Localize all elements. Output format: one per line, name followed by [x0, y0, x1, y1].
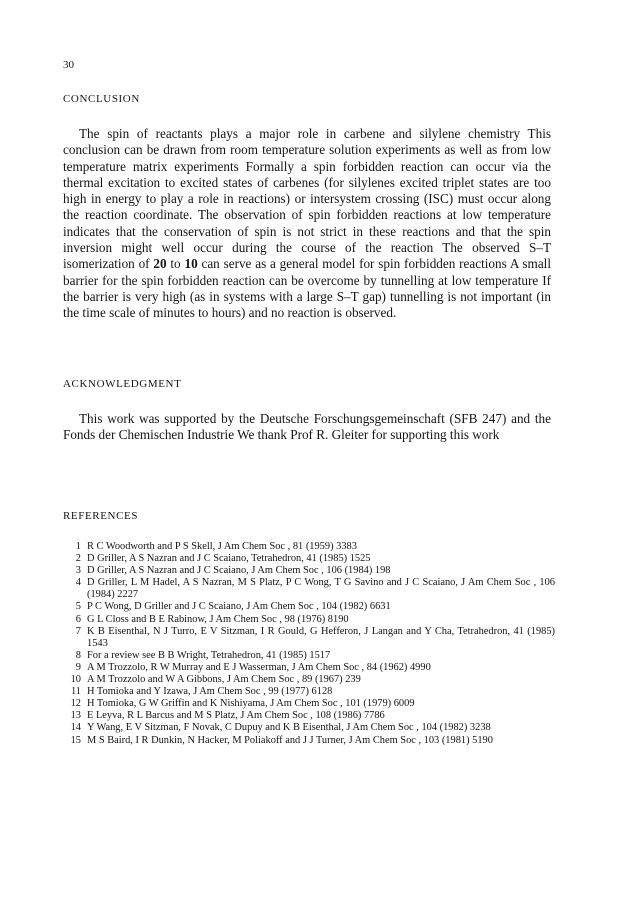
- reference-item: [63, 614, 555, 626]
- compound-20: 20: [153, 256, 167, 272]
- reference-item: [63, 553, 555, 565]
- reference-number: 3: [75, 565, 81, 577]
- reference-number: 12: [70, 698, 81, 710]
- conclusion-text-1: The spin of reactants plays a major role in carbene and silylene chemistry This conclusion can be drawn from room temperature solution experiments as well as from low temperature matrix experiments Formally a spin forbidden reaction can occur via the thermal excitation to excited states of carbenes (for silylenes excited triplet states are too high in energy to play a role in reactions) or intersystem crossing (ISC) must occur along the reaction coordinate. The observation of spin forbidden reactions at low temperature indicates that the conservation of spin is not strict in these reactions and that the spin inversion might well occur during the course of the reaction The observed S–T isomerization of: [63, 126, 551, 272]
- references-list: [63, 541, 555, 747]
- acknowledgment-heading: ACKNOWLEDGMENT: [63, 378, 182, 390]
- reference-number: 5: [75, 601, 81, 613]
- reference-text: G L Closs and B E Rabinow, J Am Chem Soc , 98 (1976) 8190: [87, 613, 349, 625]
- reference-text: For a review see B B Wright, Tetrahedron, 41 (1985) 1517: [87, 649, 331, 661]
- reference-item: [63, 686, 555, 698]
- reference-item: [63, 601, 555, 613]
- reference-number: 10: [70, 674, 81, 686]
- reference-number: 4: [75, 577, 81, 589]
- conclusion-text-2: to: [170, 256, 181, 272]
- reference-item: [63, 565, 555, 577]
- acknowledgment-body: [63, 411, 551, 444]
- reference-item: [63, 674, 555, 686]
- conclusion-heading: CONCLUSION: [63, 93, 140, 105]
- reference-item: [63, 577, 555, 601]
- reference-item: [63, 626, 555, 650]
- reference-text: E Leyva, R L Barcus and M S Platz, J Am Chem Soc , 108 (1986) 7786: [87, 710, 385, 722]
- reference-text: D Griller, A S Nazran and J C Scaiano, J Am Chem Soc , 106 (1984) 198: [87, 565, 391, 577]
- reference-number: 1: [75, 541, 81, 552]
- reference-text: D Griller, L M Hadel, A S Nazran, M S Platz, P C Wong, T G Savino and J C Scaiano, J Am Chem Soc , 106 (1984) 2227: [87, 577, 555, 601]
- reference-text: Y Wang, E V Sitzman, F Novak, C Dupuy and K B Eisenthal, J Am Chem Soc , 104 (1982) 3238: [87, 722, 491, 734]
- reference-item: [63, 541, 555, 553]
- reference-number: 13: [70, 710, 81, 722]
- reference-text: H Tomioka and Y Izawa, J Am Chem Soc , 99 (1977) 6128: [87, 686, 333, 698]
- reference-number: 9: [75, 661, 81, 673]
- reference-number: 2: [75, 553, 81, 565]
- reference-item: [63, 650, 555, 662]
- reference-text: R C Woodworth and P S Skell, J Am Chem Soc , 81 (1959) 3383: [87, 541, 357, 552]
- conclusion-paragraph: [63, 126, 551, 322]
- reference-item: [63, 662, 555, 674]
- reference-number: 14: [70, 722, 81, 734]
- references-heading: REFERENCES: [63, 510, 139, 522]
- reference-number: 15: [70, 734, 81, 746]
- reference-item: [63, 698, 555, 710]
- reference-number: 6: [75, 613, 81, 625]
- reference-text: P C Wong, D Griller and J C Scaiano, J Am Chem Soc , 104 (1982) 6631: [87, 601, 391, 613]
- reference-number: 7: [75, 625, 81, 637]
- conclusion-text-3: can serve as a general model for spin forbidden reactions A small barrier for the spin forbidden reaction can be overcome by tunnelling at low temperature If the barrier is very high (as in systems with a large S–T gap) tunnelling is not important (in the time scale of minutes to hours) and no reaction is observed.: [63, 256, 551, 321]
- reference-text: H Tomioka, G W Griffin and K Nishiyama, J Am Chem Soc , 101 (1979) 6009: [87, 698, 415, 710]
- reference-text: K B Eisenthal, N J Turro, E V Sitzman, I R Gould, G Hefferon, J Langan and Y Cha, Tetrahedron, 41 (1985) 1543: [87, 625, 555, 649]
- conclusion-body: [63, 126, 551, 322]
- reference-item: [63, 710, 555, 722]
- compound-10: 10: [184, 256, 198, 272]
- reference-item: [63, 722, 555, 734]
- reference-number: 11: [70, 686, 81, 698]
- reference-text: A M Trozzolo, R W Murray and E J Wasserman, J Am Chem Soc , 84 (1962) 4990: [87, 661, 431, 673]
- acknowledgment-paragraph: This work was supported by the Deutsche Forschungsgemeinschaft (SFB 247) and the Fonds der Chemischen Industrie We thank Prof R. Gleiter for supporting this work: [63, 411, 551, 443]
- reference-number: 8: [75, 649, 81, 661]
- reference-text: A M Trozzolo and W A Gibbons, J Am Chem Soc , 89 (1967) 239: [87, 674, 361, 686]
- reference-item: [63, 735, 555, 747]
- reference-text: D Griller, A S Nazran and J C Scaiano, Tetrahedron, 41 (1985) 1525: [87, 553, 371, 565]
- reference-text: M S Baird, I R Dunkin, N Hacker, M Poliakoff and J J Turner, J Am Chem Soc , 103 (1981) 5190: [87, 734, 493, 746]
- page-number: 30: [63, 59, 74, 71]
